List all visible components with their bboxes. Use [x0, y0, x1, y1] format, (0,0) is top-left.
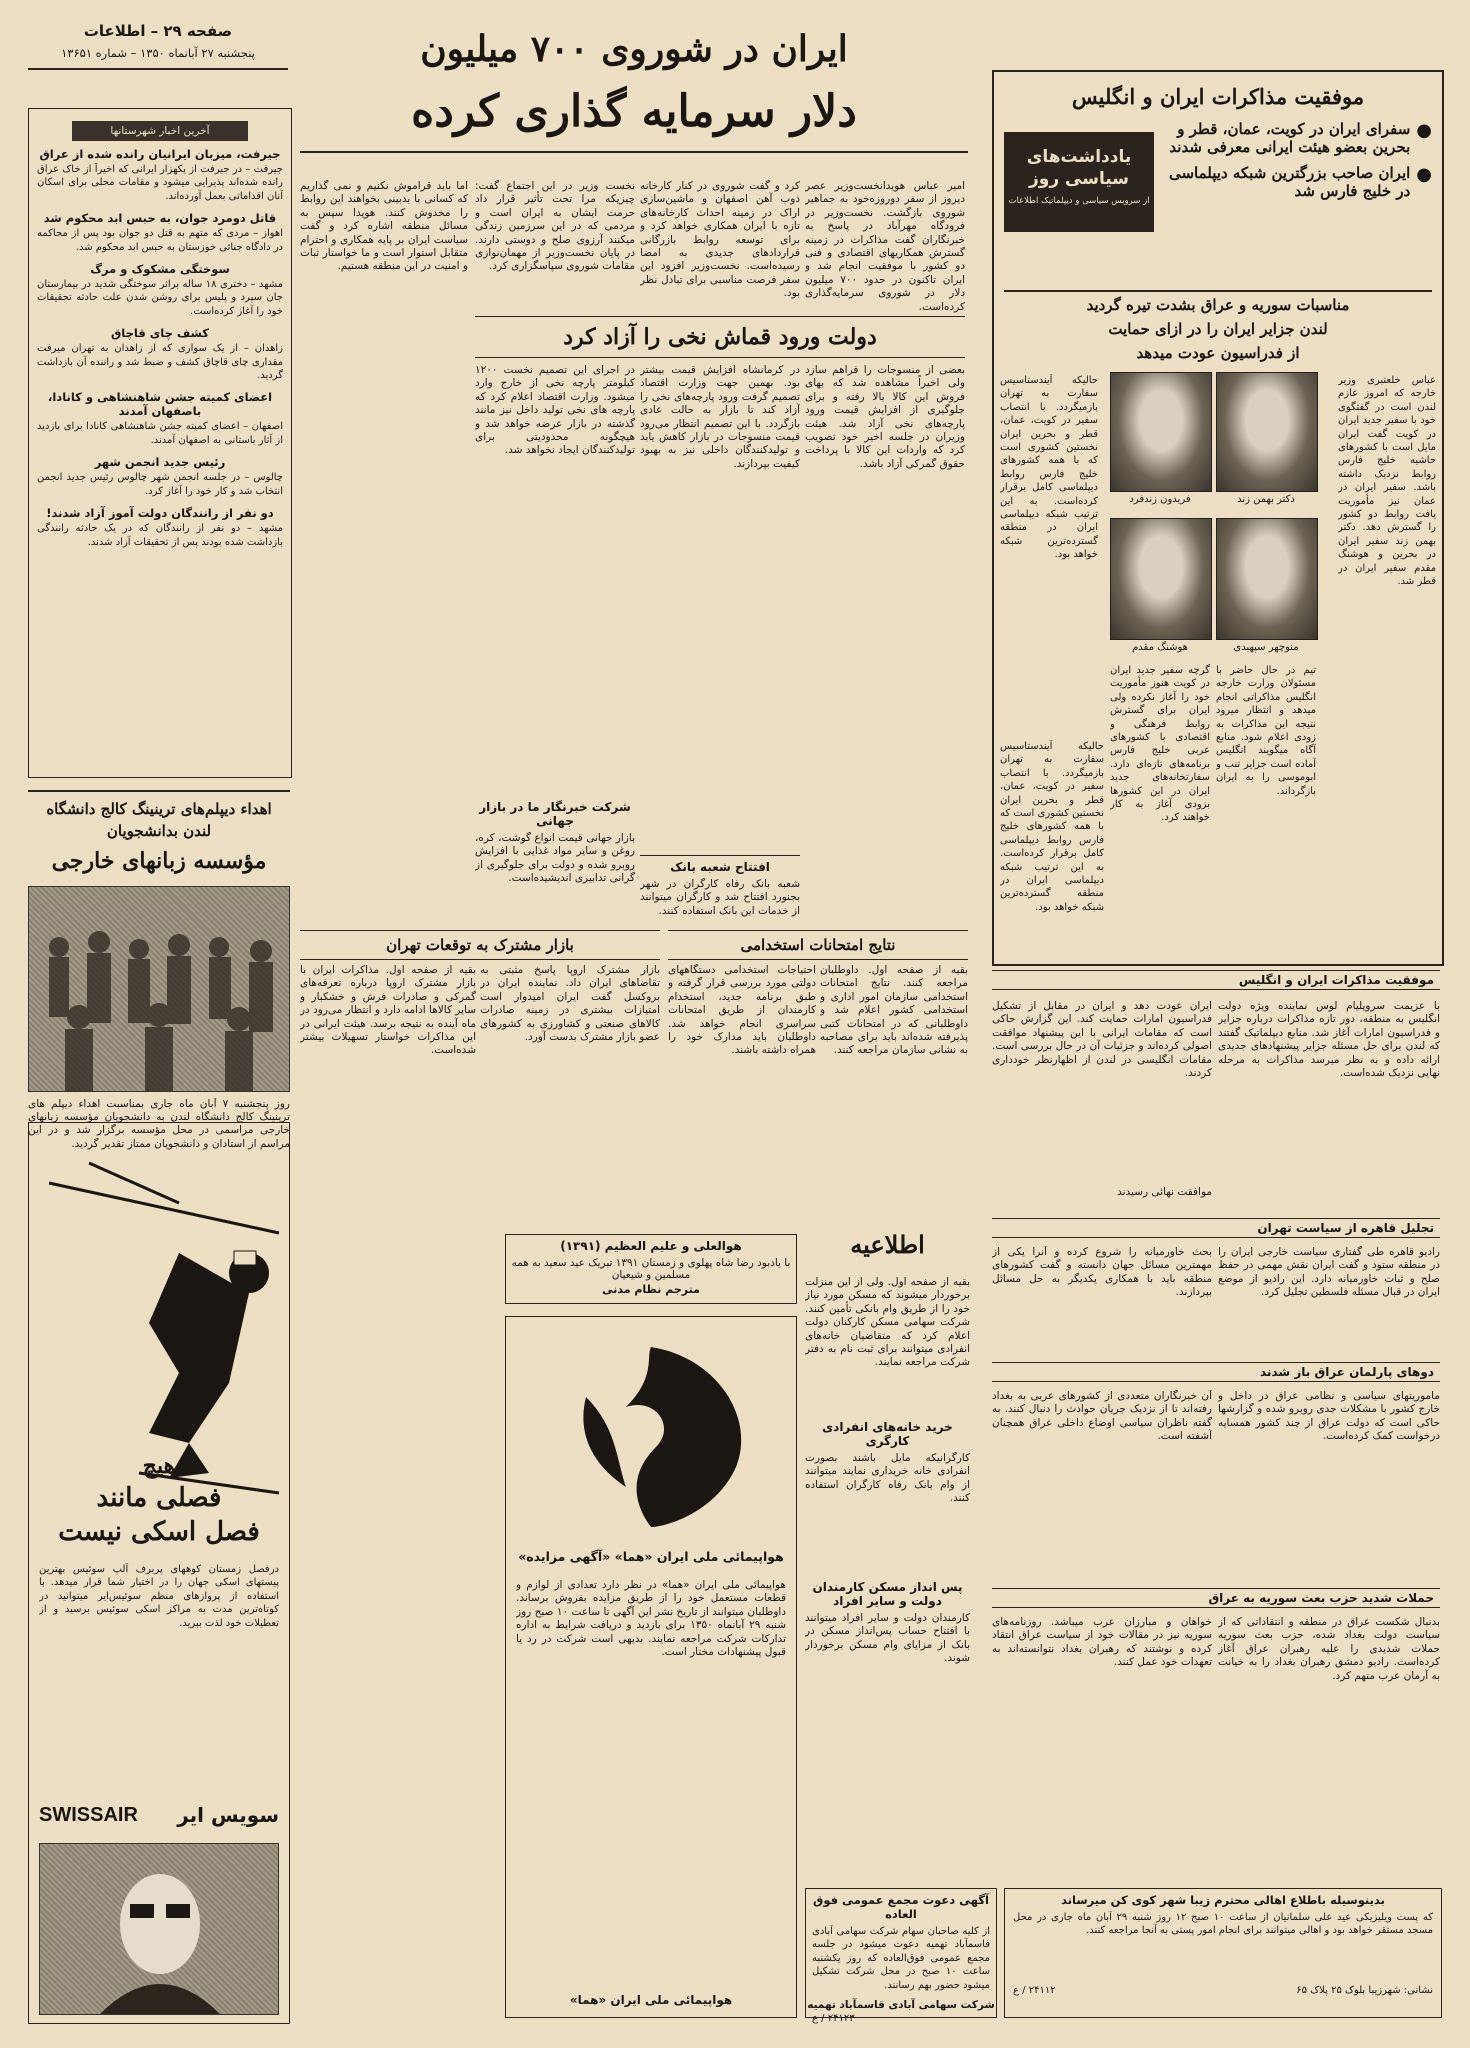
column-badge-sub: از سرویس سیاسی و دیپلماتیک اطلاعات [1008, 196, 1150, 206]
provincial-news-text: زاهدان – از یک سواری که از زاهدان به تهران میرفت مقداری چای قاچاق کشف و ضبط شد و راننده آن بازداشت گردید. [37, 343, 283, 382]
homa-text: هواپیمائی ملی ایران «هما» در نظر دارد تعدادی از لوازم و قطعات مستعمل خود را از طریق مزایده بفروش برساند. داوطلبان میتوانند از تاریخ نشر این آگهی تا ساعت ۱۰ صبح روز شنبه ۲۹ آبانماه ۱۳۵۰ برای بازدید و دریافت شرایط به اداره تدارکات شرکت مراجعه نمایند. بدیهی است شرکت در رد یا قبول پیشنهادات مختار است. [516, 1579, 786, 1659]
portrait-1 [1216, 372, 1318, 492]
worker-housing-text: کارگرانیکه مایل باشند بصورت انفرادی خانه خریداری نمایند میتوانند از وام بانک رفاه کارگران استفاده کنند. [805, 1452, 970, 1505]
soviet-col-4: اما باید قراموش نکنیم و نمی گذاریم که کسانی با بدبینی بخواهند این روابط را مخدوش کنند. هویدا سپس به مسائل منطقه اشاره کرد و گفت سیاست ایران بر پایه همکاری و احترام متقابل استوار است و ما خواستار ثبات و امنیت در این منطقه هستیم. [300, 180, 468, 273]
cairo-title: تجلیل قاهره از سیاست تهران [992, 1218, 1440, 1238]
bank-item [640, 855, 800, 926]
assembly-signature: شرکت سهامی آبادی قاسمآباد تهمیه [807, 1999, 995, 2011]
provincial-kicker: آخرین اخبار شهرستانها [72, 121, 248, 141]
bazaar-header [300, 930, 660, 960]
provincial-news-title: قاتل دومرد جوان، به حبس ابد محکوم شد [43, 211, 277, 226]
homa-auction-ad [505, 1316, 797, 2018]
provincial-news-text: اهواز – مردی که متهم به قتل دو جوان بود پس از محاکمه در دادگاه جنائی خوزستان به حبس ابد محکوم شد. [37, 228, 283, 253]
bullet-text: سفرای ایران در کویت، عمان، قطر و بحرین بعضو هیئت ایرانی معرفی شدند [1169, 120, 1411, 156]
bullet-text: ایران صاحب بزرگترین شبکه دیپلماسی در خلیج فارس شد [1168, 164, 1411, 200]
parliament-header [992, 1362, 1440, 1384]
column-badge-title: یادداشت‌های سیاسی روز [1026, 147, 1132, 189]
homa-logo [506, 1337, 796, 1537]
provincial-news-text: جیرفت – در جیرفت از یکهزار ایرانی که اخیراً از خاک عراق رانده شده‌اند پذیرایی میشود و مقامات محلی برای اسکان آنان اقداماتی بعمل آورده‌اند. [37, 164, 283, 202]
homa-tagline: هواپیمائی ملی ایران «هما» «آگهی مزایده» [518, 1549, 784, 1564]
diploma-photo [28, 886, 290, 1092]
parliament-title: دوهای پارلمان عراق باز شدند [992, 1362, 1440, 1382]
diploma-title-2: لندن بدانشجویان [106, 821, 212, 840]
soviet-col-3: نخست وزیر در این اجتماع گفت: چیزیکه مرا تحت تأثیر قرار داد حرمت ایشان به ایران است و مردمی که در این سرزمین زندگی میکنند آرزوی صلح و دوستی دارند. در پایان نخست‌وزیر از مهمان‌نوازی مقامات شوروی سپاسگزاری کرد. [475, 180, 635, 273]
parliament-col-1: ماموریتهای سیاسی و نظامی عراق در داخل و خارج کشور با مشکلات جدی روبرو شده و گزارشها حاکی است که دولت عراق از چند کشور همسایه درخواست کمک کرده‌است. [1218, 1390, 1440, 1443]
portrait-4-caption: هوشنگ مقدم [1132, 642, 1188, 653]
soviet-col-1: امیر عباس هویدانخست‌وزیر عصر دیروز از سفر دوروزه‌خود به جماهیر شوروی بازگشت. نخست‌وزیر در فرودگاه مهرآباد در پاسخ به خبرنگاران گفت مذاکرات در زمینه گسترش همکاریهای اقتصادی و فنی دو کشور با موفقیت انجام شد و ایران تاکنون در حدود ۷۰۰ میلیون دلار در شوروی سرمایه‌گذاری کرده‌است. [805, 180, 965, 313]
brand-name: سویس ایر [177, 1803, 279, 1827]
provincial-news-item [37, 262, 283, 318]
woman-figure [40, 1844, 280, 2014]
sec2-title: موفقیت مذاکرات ایران و انگلیس [992, 970, 1440, 990]
page-number: صفحه ۲۹ – اطلاعات [83, 22, 233, 40]
swissair-ad [28, 1122, 290, 2024]
exam-title: نتایج امتحانات استخدامی [740, 936, 896, 954]
masthead [28, 22, 288, 92]
memorial-signature: مترجم نظام مدنی [602, 1283, 700, 1296]
assembly-notice [805, 1888, 997, 2024]
zibashahr-notice [1004, 1888, 1442, 2018]
ski-body: درفصل زمستان کوههای پربرف آلپ سوئیس بهترین پیستهای اسکی جهان را در اختیار شما قرار میدهد. با استفاده از پروازهای منظم سوئیس‌ایر میتوانید در کوتاه‌ترین مدت به مراکز اسکی سوئیس برسید و از تعطیلات خود لذت ببرید. [39, 1564, 279, 1629]
portrait-4 [1110, 518, 1212, 640]
skier-woman-photo [39, 1843, 279, 2015]
sec2-header [992, 970, 1440, 992]
world-market-title: شرکت خبرنگار ما در بازار جهانی [479, 800, 631, 828]
exam-col-2: احتیاجات استخدامی دستگاههای دولتی مورد بررسی قرار گرفته و طبق برنامه جدید، استخدام کارمندان از طریق امتحانات سراسری انجام خواهد شد. داوطلبان باید مدارک خود را همراه داشته باشند. [668, 964, 816, 1057]
cairo-col-1: رادیو قاهره طی گفتاری سیاست خارجی ایران را در منطقه ستود و گفت ایران نقش مهمی در حفظ صلح و ثبات خاورمیانه دارد. این رادیو از موضع ایران در قبال مسئله فلسطین تجلیل کرد. [1218, 1246, 1440, 1299]
swissair-logo [39, 1803, 279, 1827]
textile-col-1: بعضی از منسوجات را فراهم سازد ولی اخیراً مشاهده شد که بهای فروش این کالا بالا رفته و برای جلوگیری از افزایش قیمت ورود پارچه‌های نخی آزاد شد. هیئت وزیران در جلسه اخیر خود تصویب کرد که واردات این کالا با پرداخت حقوق گمرکی آزاد باشد. [805, 364, 965, 470]
provincial-news-item [37, 390, 283, 447]
crowd-illustration [29, 887, 291, 1091]
bullet-item [1162, 164, 1432, 200]
feature-col-a: عباس خلعتبری وزیر خارجه که امروز عازم لندن است در گفتگوی خود با سفیر جدید ایران در کویت گفت ایران مایل است با کشورهای حاشیه خلیج فارس روابط نزدیک داشته باشد. سفیر ایران در عمان نیز مأموریت یافت روابط دو کشور را گسترش دهد. دکتر بهمن زند سفیر ایران در بحرین و هوشنگ مقدم سفیر ایران در قطر شد. [1338, 375, 1436, 588]
textile-header [475, 316, 965, 358]
portrait-1-caption: دکتر بهمن زند [1237, 494, 1295, 505]
ski-line-2: فصلی مانند [96, 1483, 222, 1513]
homa-footer: هواپیمائی ملی ایران «هما» [569, 1993, 733, 2007]
baath-col-1: بدنبال شکست عراق در منطقه و انتقاداتی که از سیاست دولت بغداد شده، حزب بعث سوریه حملات شدیدی را علیه رهبران عراق آغاز کرده‌است. رادیو دمشق رهبران بغداد را به خیانت به آرمان عرب متهم کرد. [1218, 1616, 1440, 1682]
exam-col-1: بقیه از صفحه اول. داوطلبان مراجعه کنند. نتایج امتحانات استخدامی سازمان امور اداری و استخدامی کشور اعلام شد و داوطلبانی که در امتحانات کتبی پذیرفته شده‌اند باید برای مصاحبه به نشانی سازمان مراجعه کنند. [820, 964, 968, 1057]
provincial-news-item [37, 506, 283, 549]
provincial-news-title: رئیس جدید انجمن شهر [94, 455, 226, 470]
memorial-notice [505, 1234, 797, 1304]
provincial-news-title: دو نفر از رانندگان دولت آموز آزاد شدند! [46, 506, 274, 521]
textile-col-2: در کرمانشاه افزایش قیمت بیشتر بود. بهمین جهت وزارت اقتصاد تصمیم گرفت ورود پارچه‌های نخی را آزاد کند تا بازار به حالت عادی بازگردد. با این تصمیم انتظار می‌رود قیمت منسوجات در بازار کاهش یابد و تولیدکنندگان داخلی نیز به بهبود کیفیت بپردازند. [640, 364, 800, 470]
portrait-3 [1216, 518, 1318, 640]
diploma-title-1: اهداء دیپلم‌های ترینینگ کالج دانشگاه [46, 799, 272, 818]
memorial-text: با یادبود رضا شاه پهلوی و زمستان ۱۳۹۱ تبریک عید سعید به همه مسلمین و شیعیان [511, 1257, 791, 1281]
bullet-dot-icon: ● [1416, 120, 1432, 141]
zibashahr-address: نشانی: شهرزیبا بلوک ۲۵ پلاک ۶۵ [1296, 1985, 1433, 1996]
cairo-header [992, 1218, 1440, 1240]
provincial-news-item [37, 211, 283, 254]
banner-line-1: ایران در شوروی ۷۰۰ میلیون [420, 28, 848, 70]
skier-illustration [29, 1143, 289, 1503]
assembly-code: ۲۴۱۲۳ / ع [812, 2013, 855, 2024]
bank-text: شعبه بانک رفاه کارگران در شهر بجنورد افتتاح شد و کارگران میتوانند از خدمات این بانک استفاده کنند. [640, 878, 800, 917]
world-market [475, 800, 635, 900]
provincial-news-box [28, 108, 292, 778]
ski-line-1: هیچ [142, 1453, 176, 1479]
zibashahr-text: که پست ویلیزیکی عید علی سلمانیان از ساعت ۱۰ صبح ۱۲ روز شنبه ۲۹ آبان ماه جاری در محل مسجد مستقر خواهد بود و اهالی میتوانند برای انجام امور پستی به آنجا مراجعه کنند. [1013, 1912, 1433, 1937]
memorial-title: هوالعلی و علیم العظیم (۱۳۹۱) [560, 1239, 742, 1253]
cairo-col-2: بحث خاورمیانه را شروع کرده و آنرا یکی از مهمترین مسائل جهان دانسته و گفت کشورهای منطقه باید با همکاری یکدیگر به حل مسائل بپردازند. [992, 1246, 1212, 1299]
provincial-news-item [37, 326, 283, 382]
provincial-news-item [37, 147, 283, 203]
sec2-end: موافقت نهائی رسیدند [1117, 1186, 1212, 1198]
exam-header [668, 930, 968, 960]
notice-title: اطلاعیه [850, 1230, 925, 1259]
provincial-news-text: چالوس – در جلسه انجمن شهر چالوس رئیس جدید انجمن انتخاب شد و کار خود را آغاز کرد. [37, 472, 283, 497]
feature-sub-2: لندن جزایر ایران را در ازای حمایت [1108, 320, 1328, 338]
provincial-news-title: کشف چای قاچاق [111, 326, 209, 341]
provincial-news-item [37, 455, 283, 498]
savings-housing [805, 1580, 970, 1880]
zibashahr-footer [1013, 1985, 1433, 1996]
feature-col-e: حالیکه آیندستاسیس سفارت به تهران بازمیگردد. با انتصاب سفیر در کویت، عمان، قطر و بحرین ایران نخستین کشوری است که با همه کشورهای خلیج فارس روابط دیپلماسی کامل برقرار کرده‌است. به این ترتیب شبکه دیپلماسی ایران در منطقه گسترده‌ترین شبکه خواهد بود. [1000, 741, 1104, 913]
notice-header [805, 1230, 970, 1270]
diploma-title-3: مؤسسه زبانهای خارجی [51, 847, 267, 874]
bullet-item [1162, 120, 1432, 156]
worker-housing [805, 1420, 970, 1570]
savings-title: پس انداز مسکن کارمندان دولت و سایر افراد [812, 1580, 963, 1608]
parliament-col-2: آن خبرنگاران متعددی از کشورهای عربی به بغداد رفته‌اند تا از نزدیک جریان حوادث را دنبال کنند. به گفته ناظران سیاسی اوضاع داخلی عراق همچنان آشفته است. [992, 1390, 1212, 1443]
banner-line-2: دلار سرمایه گذاری کرده [411, 86, 857, 137]
provincial-news-text: مشهد – دختری ۱۸ ساله براثر سوختگی شدید در بیمارستان جان سپرد و پلیس برای روشن شدن علت حادثه تحقیقات خود را آغاز کرده‌است. [37, 279, 283, 317]
portrait-2-caption: فریدون زندفرد [1129, 494, 1191, 505]
provincial-news-title: سوختگی مشکوک و مرگ [90, 262, 230, 277]
issue-date: پنجشنبه ۲۷ آبانماه ۱۳۵۰ – شماره ۱۳۶۵۱ [61, 46, 255, 60]
feature-col-c: تیم در حال حاضر با مسئولان وزارت خارجه انگلیس مذاکراتی انجام میدهد و انتظار میرود نتیجه این مذاکرات به زودی اعلام شود. منابع آگاه میگویند انگلیس آماده است جزایر تنب و ابوموسی را به ایران بازگرداند. [1216, 665, 1316, 797]
assembly-text: از کلیه صاحبان سهام شرکت سهامی آبادی فاسمآباد تهمیه دعوت میشود در جلسه مجمع عمومی فوق‌العاده که روز یکشنبه ساعت ۱۰ صبح در محل شرکت تشکیل میشود حضور بهم رسانند. [812, 1926, 990, 1991]
notice-text: بقیه از صفحه اول. ولی از این منزلت برخوردار میشوند که مسکن مورد نیاز خود را از طریق وام بانکی تأمین کنند. شرکت سهامی مسکن کارکنان دولت اعلام کرد که متقاضیان خانه‌های انفرادی میتوانند برای ثبت نام به دفتر شرکت مراجعه نمایند. [805, 1276, 970, 1369]
zibashahr-title: بدینوسیله باطلاع اهالی محترم زیبا شهر کوی کن میرساند [1061, 1893, 1385, 1907]
provincial-news-title: جیرفت، میزبان ایرانیان رانده شده از عراق [39, 147, 281, 161]
column-badge [1004, 132, 1154, 232]
sec2-col-1: با عزیمت سرویلیام لوس نماینده ویژه دولت انگلیس به منطقه، دور تازه مذاکرات درباره جزایر و فدراسیون امارات آغاز شد. منابع دیپلماتیک گفتند که لندن برای حل مسئله جزایر پیشنهادهای جدیدی ارائه داده و به نظر میرسد مذاکرات به مرحله نهایی نزدیک شده‌است. [1218, 1000, 1440, 1080]
savings-text: کارمندان دولت و سایر افراد میتوانند با افتتاح حساب پس‌انداز مسکن در بانک از مزایای وام مسکن برخوردار شوند. [805, 1612, 970, 1665]
bazaar-col-2: بقیه از صفحه اول. مذاکرات ایران با بازار مشترک اروپا درباره تعرفه‌های گمرکی و صادرات فرش و خشکبار و سایر کالاها ادامه دارد و انتظار می‌رود در ماه آینده به نتیجه برسد. هیئت ایرانی در این مذاکرات خواستار تسهیلات بیشتر شده‌است. [300, 964, 476, 1057]
brand-latin: SWISSAIR [39, 1803, 138, 1826]
assembly-title: آگهی دعوت مجمع عمومی فوق العاده [813, 1893, 989, 1921]
textile-title: دولت ورود قماش نخی را آزاد کرد [563, 324, 877, 350]
baath-col-2: خواهان و مبارزان عرب میباشد. روزنامه‌های سوریه نیز در مقالات خود از سیاست عراق انتقاد کرده و نوشتند که رهبران بغداد نتوانسته‌اند به تعهدات خود عمل کنند. [992, 1616, 1212, 1669]
feature-sub-1: مناسبات سوریه و عراق بشدت تیره گردید [1086, 296, 1350, 314]
feature-headline: موفقیت مذاکرات ایران و انگلیس [1071, 84, 1365, 109]
worker-housing-title: خرید خانه‌های انفرادی کارگری [822, 1420, 953, 1448]
baath-title: حملات شدید حزب بعث سوریه به عراق [992, 1588, 1440, 1608]
provincial-news-text: اصفهان – اعضای کمیته جشن شاهنشاهی کانادا برای بازدید از آثار باستانی به اصفهان آمدند. [37, 421, 283, 446]
baath-header [992, 1588, 1440, 1610]
zibashahr-code: ۲۴۱۱۲ / ع [1013, 1985, 1056, 1996]
provincial-news-title: اعضای کمیته جشن شاهنشاهی و کانادا، باصفهان آمدند [47, 390, 273, 419]
feature-sub-3: از فدراسیون عودت میدهد [1136, 344, 1300, 362]
feature-col-b: حالیکه آیندستاسیس سفارت به تهران بازمیگردد. با انتصاب سفیر در کویت، عمان، قطر و بحرین ایران نخستین کشوری است که با همه کشورهای خلیج فارس روابط دیپلماسی کامل برقرار کرده‌است. به این ترتیب شبکه دیپلماسی ایران در منطقه گسترده‌ترین شبکه خواهد بود. [1000, 375, 1098, 561]
iran-uk-feature [992, 70, 1444, 966]
portrait-3-caption: منوچهر سپهبدی [1233, 642, 1299, 653]
banner [300, 28, 968, 178]
bank-title: افتتاح شعبه بانک [670, 860, 770, 874]
world-market-text: بازار جهانی قیمت انواع گوشت، کره، روغن و سایر مواد غذایی با افزایش روبرو شده و دولت برای جلوگیری از گرانی تدابیری اندیشیده‌است. [475, 832, 635, 885]
feature-col-d: گرچه سفیر جدید ایران در کویت هنوز مأموریت خود را آغاز نکرده ولی ایران برای گسترش روابط فرهنگی و اقتصادی با کشورهای عربی خلیج فارس برنامه‌های تازه‌ای دارد. سفارتخانه‌های جدید ایران در این کشورها بزودی آغاز به کار خواهند کرد. [1110, 665, 1210, 824]
provincial-news-text: مشهد – دو نفر از رانندگان که در یک حادثه رانندگی بازداشت شده بودند پس از تحقیقات آزاد شدند. [37, 523, 283, 548]
feature-bullets [1162, 120, 1432, 200]
sec2-col-2: ایران عودت دهد و ایران در مقابل از تشکیل فدراسیون امارات حمایت کند. این گزارش حاکی است که مقامات ایرانی با این پیشنهاد موافقت اصولی کرده‌اند و جزئیات آن در حال بررسی است. مقامات انگلیسی در لندن از اظهارنظر خودداری کردند. [992, 1000, 1212, 1080]
bullet-dot-icon: ● [1416, 164, 1432, 185]
soviet-col-2: کرد و گفت شوروی در کنار کارخانه ذوب آهن اصفهان و ماشین‌سازی اراک در زمینه احداث کارخانه‌های تازه با ایران همکاری خواهد کرد و برای توسعه روابط بازرگانی قراردادهای جدیدی به امضا رسیده‌است. نخست‌وزیر افزود این سفر فرصت مناسبی برای تبادل نظر بود. [640, 180, 800, 300]
bazaar-col-1: بازار مشترک اروپا پاسخ مثبتی به تقاضاهای ایران داد. نماینده ایران در بروکسل گفت ایران امیدوار است امتیازات بیشتری در زمینه صادرات کالاهای صنعتی و کشاورزی به کشورهای عضو بازار مشترک بدست آورد. [480, 964, 660, 1044]
ski-line-3: فصل اسکی نیست [58, 1517, 260, 1547]
textile-col-3: در اجرای این تصمیم نخست ۱۲۰۰ کیلومتر پارچه نخی از خارج وارد میشود. وزارت اقتصاد اعلام کرد که پارچه های نخی تولید داخل نیز مانند گذشته در بازار عرضه خواهد شد و هیچگونه محدودیتی برای تولیدکنندگان ایجاد نخواهد شد. [475, 364, 635, 457]
portrait-2 [1110, 372, 1212, 492]
diploma-caption: روز پنجشنبه ۷ آبان ماه جاری بمناسبت اهداء دیپلم های ترینینگ کالج دانشگاه لندن به دانشجویان مؤسسه زبانهای خارجی مراسمی در محل مؤسسه برگزار شد و در این مراسم از استادان و دانشجویان ممتاز تقدیر گردید. [28, 1097, 290, 1150]
bazaar-title: بازار مشترک به توقعات تهران [386, 936, 574, 954]
